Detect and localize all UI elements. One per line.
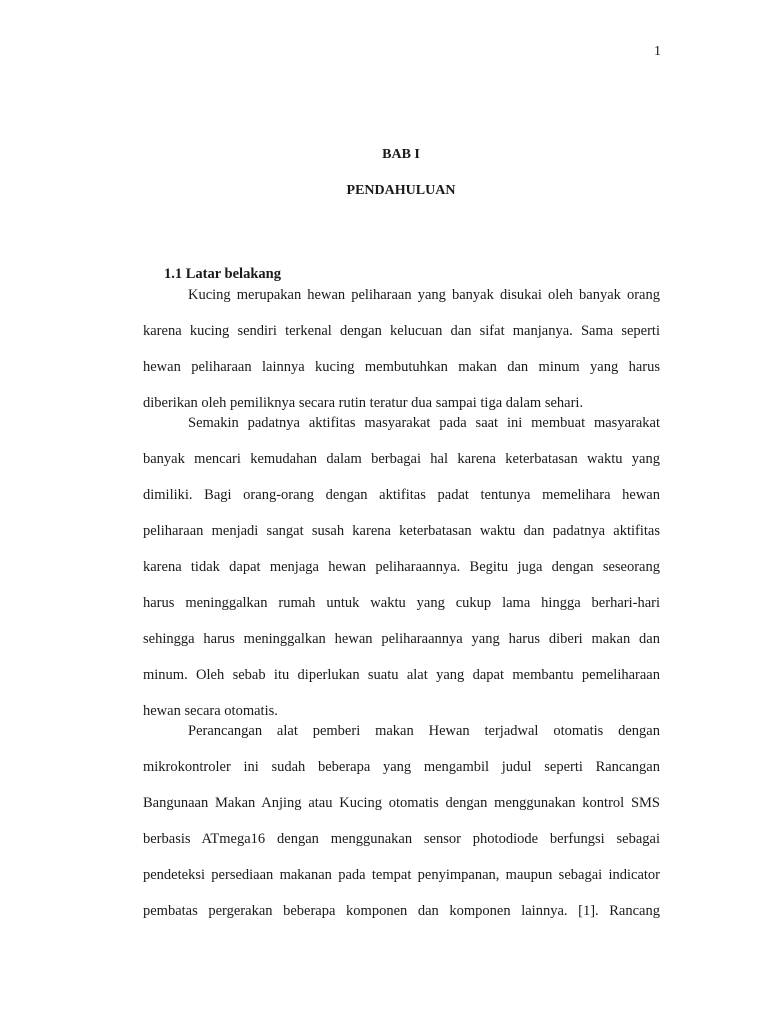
paragraph-line: peliharaan menjadi sangat susah karena keterbatasan waktu dan padatnya aktifitas xyxy=(143,523,660,539)
paragraph-line: diberikan oleh pemiliknya secara rutin teratur dua sampai tiga dalam sehari. xyxy=(143,395,584,411)
page-number: 1 xyxy=(654,44,661,59)
paragraph-line: pendeteksi persediaan makanan pada tempat penyimpanan, maupun sebagai indicator xyxy=(143,867,660,883)
paragraph-line: hewan secara otomatis. xyxy=(143,703,278,719)
paragraph-line: harus meninggalkan rumah untuk waktu yang cukup lama hingga berhari-hari xyxy=(143,595,660,611)
paragraph-line: minum. Oleh sebab itu diperlukan suatu alat yang dapat membantu pemeliharaan xyxy=(143,667,660,683)
paragraph-3 xyxy=(143,721,660,937)
chapter-title: PENDAHULUAN xyxy=(346,183,456,198)
paragraph-line: hewan peliharaan lainnya kucing membutuhkan makan dan minum yang harus xyxy=(143,359,660,375)
paragraph-1 xyxy=(143,285,660,413)
paragraph-line: mikrokontroler ini sudah beberapa yang mengambil judul seperti Rancangan xyxy=(143,759,660,775)
paragraph-line: karena tidak dapat menjaga hewan peliharaannya. Begitu juga dengan seseorang xyxy=(143,559,660,575)
paragraph-line: dimiliki. Bagi orang-orang dengan aktifitas padat tentunya memelihara hewan xyxy=(143,487,660,503)
chapter-label: BAB I xyxy=(382,147,420,162)
paragraph-line: Bangunaan Makan Anjing atau Kucing otomatis dengan menggunakan kontrol SMS xyxy=(143,795,660,811)
paragraph-line: karena kucing sendiri terkenal dengan kelucuan dan sifat manjanya. Sama seperti xyxy=(143,323,660,339)
paragraph-line: berbasis ATmega16 dengan menggunakan sensor photodiode berfungsi sebagai xyxy=(143,831,660,847)
paragraph-line: Kucing merupakan hewan peliharaan yang banyak disukai oleh banyak orang xyxy=(188,287,660,303)
paragraph-line: banyak mencari kemudahan dalam berbagai hal karena keterbatasan waktu yang xyxy=(143,451,660,467)
paragraph-line: pembatas pergerakan beberapa komponen dan komponen lainnya. [1]. Rancang xyxy=(143,903,660,919)
paragraph-line: sehingga harus meninggalkan hewan peliharaannya yang harus diberi makan dan xyxy=(143,631,660,647)
section-heading: 1.1 Latar belakang xyxy=(164,266,281,282)
paragraph-2 xyxy=(143,413,660,721)
paragraph-line: Perancangan alat pemberi makan Hewan terjadwal otomatis dengan xyxy=(188,723,660,739)
paragraph-line: Semakin padatnya aktifitas masyarakat pada saat ini membuat masyarakat xyxy=(188,415,660,431)
body-text xyxy=(143,285,660,937)
